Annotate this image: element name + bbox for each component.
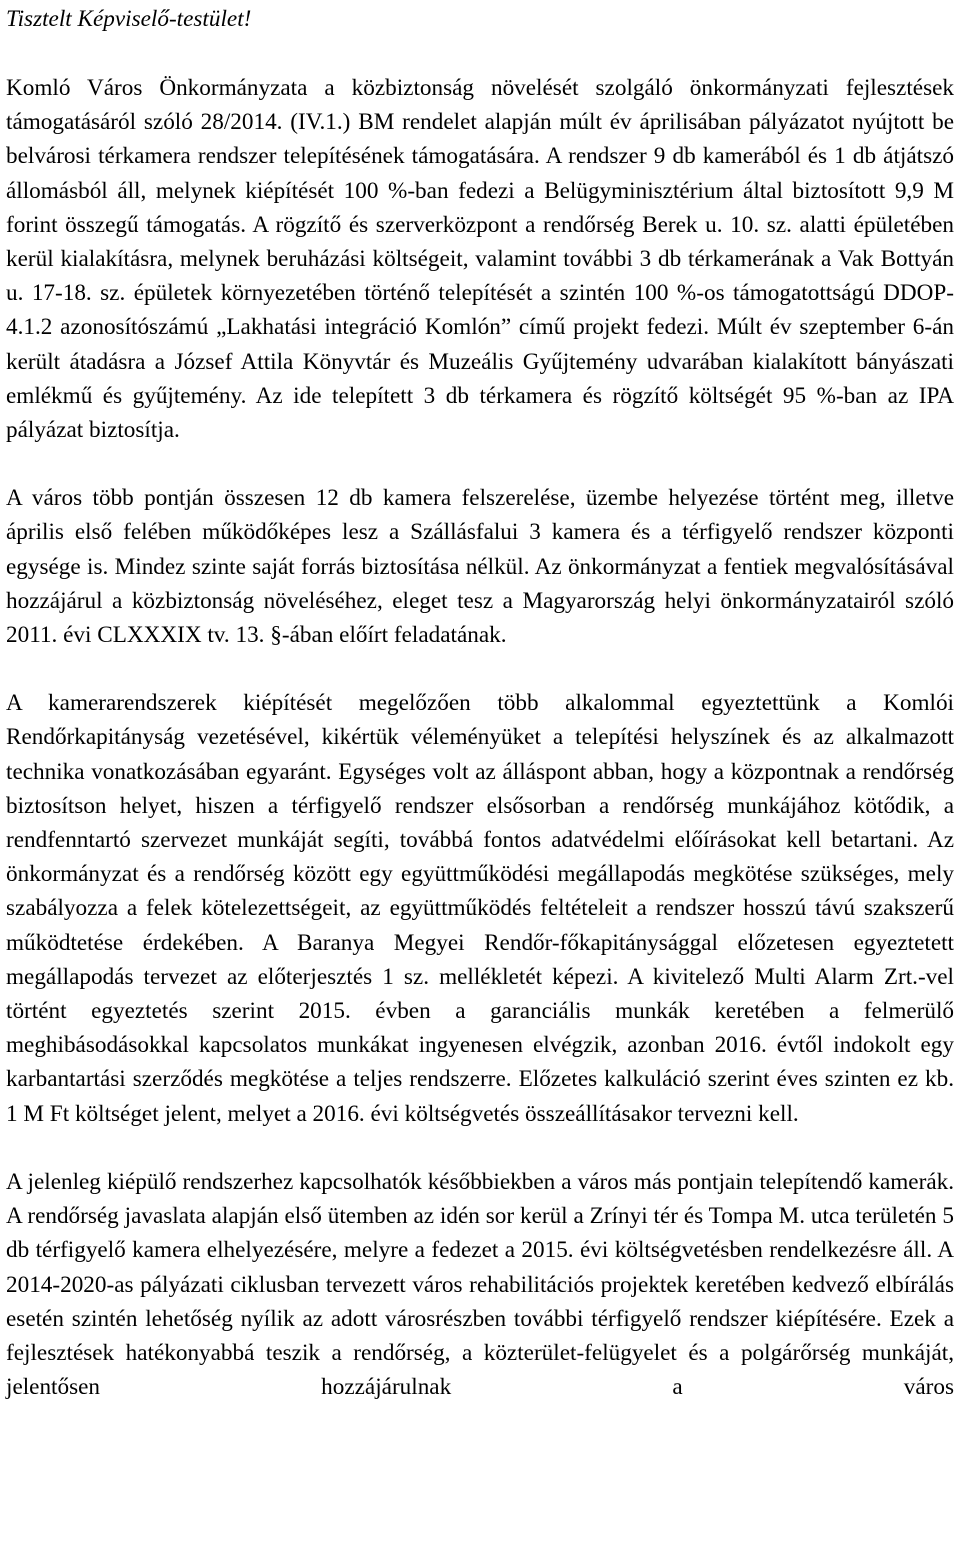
greeting-heading: Tisztelt Képviselő-testület! (6, 6, 252, 32)
paragraph-future-expansion: A jelenleg kiépülő rendszerhez kapcsolhatók későbbiekben a város más pontjain telepítendő kamerák. A rendőrség javaslata alapján első ütemben az idén sor kerül a Zrínyi tér és Tompa M. utca területén 5 db térfigyelő kamera elhelyezésére, melyre a fedezet a 2015. évi költségvetésben rendelkezésre áll. A 2014-2020-as pályázati ciklusban tervezett város rehabilitációs projektek keretében kedvező elbírálás esetén szintén lehetőség nyílik az adott városrészben további térfigyelő rendszer kiépítésére. Ezek a fejlesztések hatékonyabbá teszik a rendőrség, a közterület-felügyelet és a polgárőrség munkáját, jelentősen hozzájárulnak a város (6, 1168, 954, 1401)
document-page (6, 0, 954, 1404)
paragraph-police-cooperation: A kamerarendszerek kiépítését megelőzően több alkalommal egyeztettünk a Komlói Rendőrkapitányság vezetésével, kikértük véleményüket a telepítési helyszínek és az alkalmazott technika vonatkozásában egyaránt. Egységes volt az álláspont abban, hogy a központnak a rendőrség biztosítson helyet, hiszen a térfigyelő rendszer elsősorban a rendőrség munkájához kötődik, a rendfenntartó szervezet munkáját segíti, továbbá fontos adatvédelmi előírásokat kell betartani. Az önkormányzat és a rendőrség között egy együttműködési megállapodás megkötése szükséges, mely szabályozza a felek kötelezettségeit, az együttműködés feltételeit a rendszer hosszú távú szakszerű működtetése érdekében. A Baranya Megyei Rendőr-főkapitánysággal előzetesen egyeztetett megállapodás tervezet az előterjesztés 1 sz. mellékletét képezi. A kivitelező Multi Alarm Zrt.-vel történt egyeztetés szerint 2015. évben a garanciális munkák keretében a felmerülő meghibásodásokkal kapcsolatos munkákat ingyenesen elvégzik, azonban 2016. évtől indokolt egy karbantartási szerződés megkötése a teljes rendszerre. Előzetes kalkuláció szerint éves szinten ez kb. 1 M Ft költséget jelent, melyet a 2016. évi költségvetés összeállításakor tervezni kell. (6, 690, 954, 1127)
paragraph-camera-grant: Komló Város Önkormányzata a közbiztonság növelését szolgáló önkormányzati fejlesztések támogatásáról szóló 28/2014. (IV.1.) BM rendelet alapján múlt év áprilisában pályázatot nyújtott be belvárosi térkamera rendszer telepítésének támogatására. A rendszer 9 db kamerából és 1 db átjátszó állomásból áll, melynek kiépítését 100 %-ban fedezi a Belügyminisztérium által biztosított 9,9 M forint összegű támogatás. A rögzítő és szerverközpont a rendőrség Berek u. 10. sz. alatti épületében kerül kialakításra, melynek beruházási költségeit, valamint további 3 db térkamerának a Vak Bottyán u. 17-18. sz. épületek környezetében történő telepítését a szintén 100 %-os támogatottságú DDOP-4.1.2 azonosítószámú „Lakhatási integráció Komlón” című projekt fedezi. Múlt év szeptember 6-án került átadásra a József Attila Könyvtár és Muzeális Gyűjtemény udvarában kialakított bányászati emlékmű és gyűjtemény. Az ide telepített 3 db térkamera és rögzítő költségét 95 %-ban az IPA pályázat biztosítja. (6, 75, 954, 444)
paragraph-camera-installation: A város több pontján összesen 12 db kamera felszerelése, üzembe helyezése történt meg, illetve április első felében működőképes lesz a Szállásfalui 3 kamera és a térfigyelő rendszer központi egysége is. Mindez szinte saját forrás biztosítása nélkül. Az önkormányzat a fentiek megvalósításával hozzájárul a közbiztonság növeléséhez, eleget tesz a Magyarország helyi önkormányzatairól szóló 2011. évi CLXXXIX tv. 13. §-ában előírt feladatának. (6, 485, 954, 649)
